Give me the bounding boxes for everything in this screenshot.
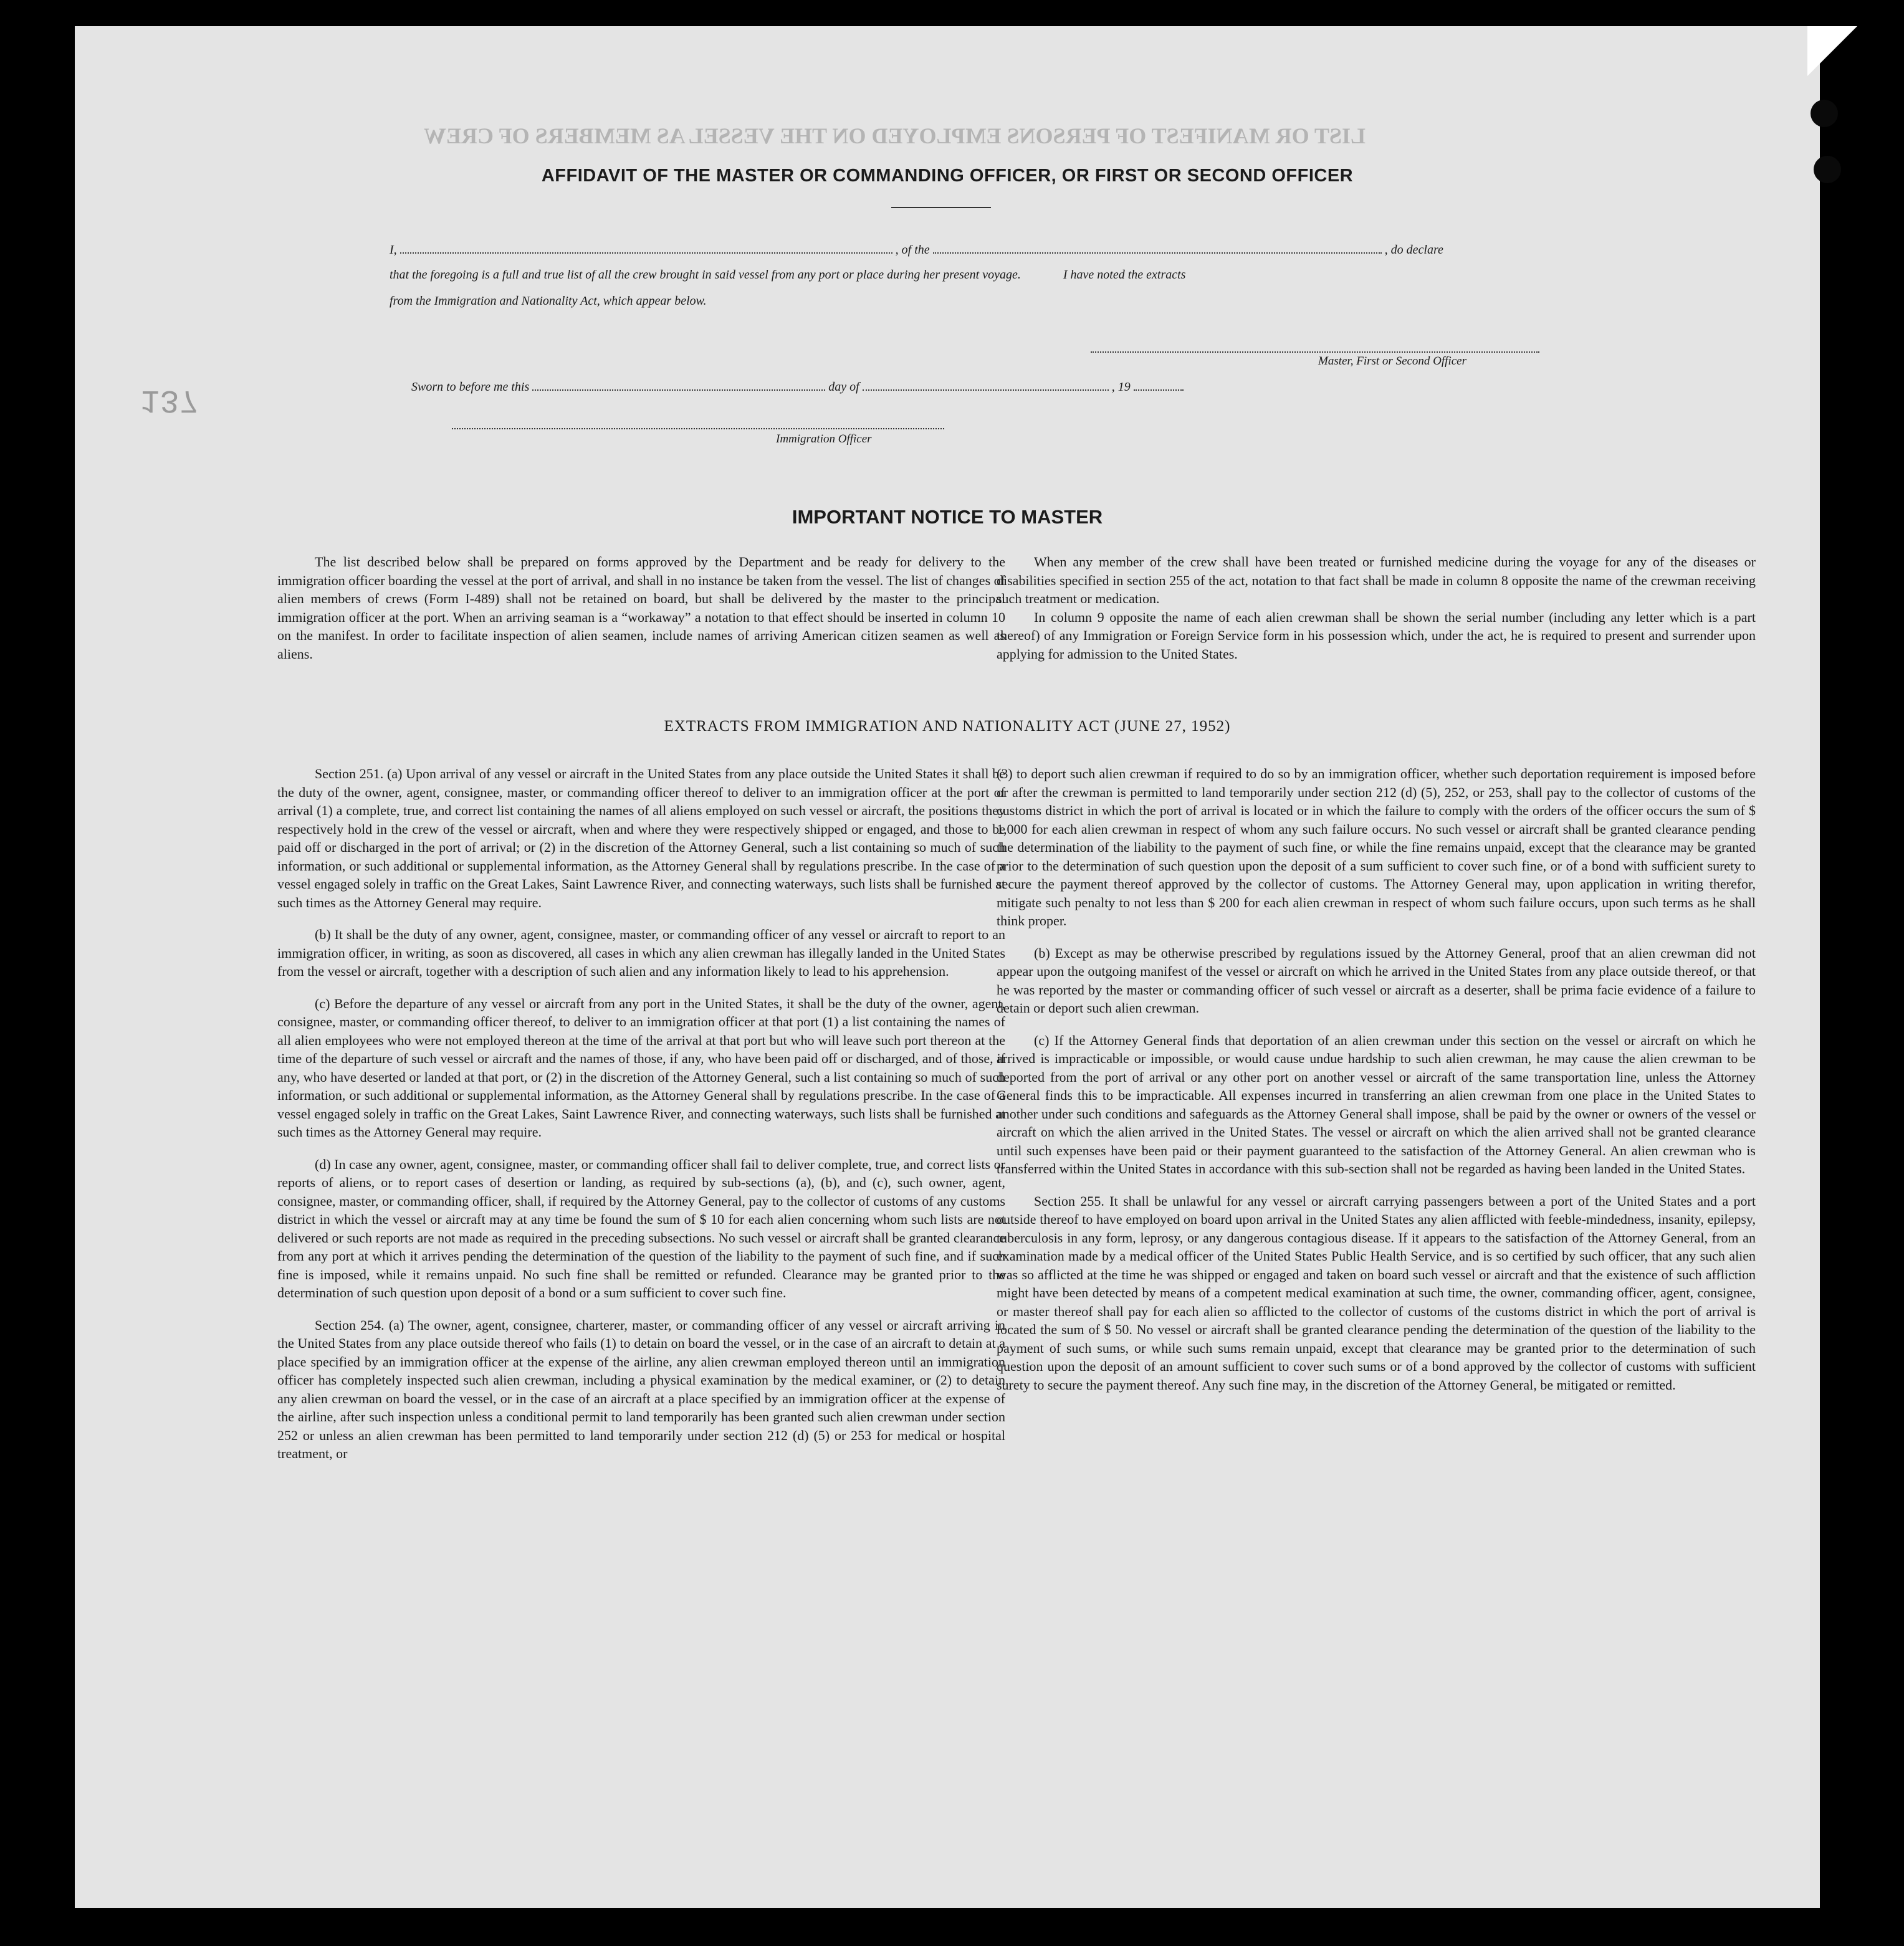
- extracts-right-column: [997, 765, 1756, 1408]
- section-254b: (b) Except as may be otherwise prescribed by regulations issued by the Attorney General, proof that an alien crewman did not appear upon the outgoing manifest of the vessel or aircraft on which he arrived in the United States from any place outside thereof, or that he was reported by the master or commanding officer of such vessel or aircraft as a deserter, shall be prima facie evidence of a failure to detain or deport such alien crewman.: [997, 945, 1756, 1016]
- section-251d: (d) In case any owner, agent, consignee, master, or commanding officer shall fail to deliver complete, true, and correct lists or reports of aliens, or to report cases of desertion or landing, as required by sub-sections (a), (b), and (c), such owner, agent, consignee, master, or commanding officer, shall, if required by the Attorney General, pay to the collector of customs of any customs district in which the vessel or aircraft may at any time be found the sum of $ 10 for each alien concerning whom such lists are not delivered or such reports are not made as required in the preceding subsections. No such vessel or aircraft shall be granted clearance from any port at which it arrives pending the determination of the question of the liability to the payment of such fine, and if such fine is imposed, while it remains unpaid. No such fine shall be remitted or refunded. Clearance may be granted prior to the determination of such question upon deposit of a bond or a sum sufficient to cover such fine.: [277, 1156, 1005, 1300]
- sworn-month-field[interactable]: [863, 378, 1109, 391]
- extracts-title: EXTRACTS FROM IMMIGRATION AND NATIONALITY ACT (JUNE 27, 1952): [664, 718, 1231, 735]
- declare-label: , do declare: [1384, 243, 1443, 257]
- section-255: Section 255. It shall be unlawful for any vessel or aircraft carrying passengers between a port of the United States and a port outside thereof to have employed on board upon arrival in the United States any alien afflicted with feeble-mindedness, insanity, epilepsy, tuberculosis in any form, leprosy, or any dangerous contagious disease. If it appears to the satisfaction of the Attorney General, from an examination made by a medical officer of the United States Public Health Service, and is so certified by such officer, that any such alien was so afflicted at the time he was shipped or engaged and taken on board such vessel or aircraft and that the existence of such affliction might have been detected by means of a competent medical examination at such time, the owner, commanding officer, agent, consignee, or master thereof shall pay for each alien so afflicted to the collector of customs of the customs district in which the port of arrival is located the sum of $ 50. No vessel or aircraft shall be granted clearance pending the determination of the question of the liability to the payment of such sums, or while such sums remain unpaid, except that clearance may be granted prior to the determination of such question upon the deposit of an amount sufficient to cover such sums or of a bond approved by the collector of customs with sufficient surety to secure the payment thereof. Any such fine may, in the discretion of the Attorney General, be mitigated or remitted.: [997, 1193, 1756, 1393]
- affidavit-text-2: that the foregoing is a full and true list of all the crew brought in said vessel from any port or place during her present voyage.: [390, 268, 1021, 282]
- year-label: , 19: [1111, 380, 1131, 394]
- affidavit-line-3: from the Immigration and Nationality Act, which appear below.: [390, 294, 707, 308]
- section-251b: (b) It shall be the duty of any owner, agent, consignee, master, or commanding officer of any vessel or aircraft to report to an immigration officer, in writing, as soon as discovered, all cases in which any alien crewman has illegally landed in the United States from the vessel or aircraft, together with a description of such alien and any information likely to lead to his apprehension.: [277, 927, 1005, 979]
- of-the-label: , of the: [895, 243, 930, 257]
- immigration-officer-caption: Immigration Officer: [776, 432, 872, 446]
- notice-paragraph-right-1: When any member of the crew shall have been treated or furnished medicine during the voyage for any of the diseases or disabilities specified in section 255 of the act, notation to that fact shall be made in column 8 opposite the name of the crewman receiving such treatment or medication.: [997, 554, 1756, 606]
- master-caption: Master, First or Second Officer: [1318, 355, 1467, 368]
- punch-hole-top: [1811, 100, 1838, 127]
- punch-hole-bottom: [1814, 156, 1841, 183]
- section-251a: Section 251. (a) Upon arrival of any vessel or aircraft in the United States from any place outside the United States it shall be the duty of the owner, agent, consignee, master, or commanding officer thereof to deliver to an immigration officer at the port of arrival (1) a complete, true, and correct list containing the names of all aliens employed on such vessel or aircraft, the positions they respectively hold in the crew of the vessel or aircraft, when and where they were respectively shipped or engaged, and those to be paid off or discharged in the port of arrival; or (2) in the discretion of the Attorney General, such a list containing so much of such information, or such additional or supplemental information, as the Attorney General shall by regulations prescribe. In the case of a vessel engaged solely in traffic on the Great Lakes, Saint Lawrence River, and connecting waterways, such lists shall be furnished at such times as the Attorney General may require.: [277, 766, 1005, 910]
- title-rule: [891, 207, 991, 208]
- extracts-left-column: [277, 765, 1005, 1477]
- i-label: I,: [390, 243, 397, 257]
- bleed-through-heading: LIST OR MANIFEST OF PERSONS EMPLOYED ON THE VESSEL AS MEMBERS OF CREW: [424, 123, 1366, 148]
- section-254a: Section 254. (a) The owner, agent, consignee, charterer, master, or commanding officer of any vessel or aircraft arriving in the United States from any place outside thereof who fails (1) to detain on board the vessel, or in the case of an aircraft to detain at a place specified by an immigration officer at the expense of the airline, any alien crewman employed thereon until an immigration officer has completely inspected such alien crewman, including a physical examination by the medical examiner, or (2) to detain any alien crewman on board the vessel, or in the case of an aircraft at a place specified by an immigration officer at the expense of the airline, after such inspection unless a conditional permit to land temporarily has been granted such alien crewman under section 252 or unless an alien crewman has been permitted to land temporarily under section 212 (d) (5) or 253 for medical or hospital treatment, or: [277, 1317, 1005, 1461]
- affidavit-line-1: [390, 241, 1443, 257]
- sworn-line: [411, 378, 1184, 394]
- section-254c: (c) If the Attorney General finds that deportation of an alien crewman under this section on the vessel or aircraft on which he arrived is impracticable or impossible, or would cause undue hardship to such alien crewman, he may cause the alien crewman to be deported from the port of arrival or any other port on another vessel or aircraft of the same transportation line, unless the Attorney General finds this to be impracticable. All expenses incurred in transferring an alien crewman from one place in the United States to another under such conditions and safeguards as the Attorney General shall impose, shall be paid by the owner or owners of the vessel or aircraft on which the alien arrived in the United States. The vessel or aircraft on which the alien arrived shall not be granted clearance until such expenses have been paid or their payment guaranteed to the satisfaction of the Attorney General. An alien crewman who is transferred within the United States in accordance with this sub-section shall not be regarded as having been landed in the United States.: [997, 1032, 1756, 1176]
- sworn-day-field[interactable]: [532, 378, 825, 391]
- notice-left-column: [277, 553, 1005, 677]
- affidavit-text-2b: I have noted the extracts: [1063, 268, 1186, 282]
- sworn-year-field[interactable]: [1134, 378, 1184, 391]
- master-signature-line[interactable]: [1091, 351, 1539, 353]
- document-page: [75, 26, 1820, 1908]
- notice-right-column: [997, 553, 1756, 677]
- master-name-field[interactable]: [400, 241, 892, 254]
- notice-title: IMPORTANT NOTICE TO MASTER: [792, 506, 1103, 528]
- notice-paragraph-left: The list described below shall be prepared on forms approved by the Department and be ready for delivery to the immigration officer boarding the vessel at the port of arrival, and shall in no instance be taken from the vessel. The list of changes of alien members of crews (Form I-489) shall not be retained on board, but shall be delivered by the master to the principal immigration officer at the port. When an arriving seaman is a “workaway” a notation to that effect should be inserted in column 10 on the manifest. In order to facilitate inspection of alien seamen, include names of arriving American citizen seamen as well as aliens.: [277, 554, 1005, 662]
- section-254a-continued: (3) to deport such alien crewman if required to do so by an immigration officer, whether such deportation requirement is imposed before or after the crewman is permitted to land temporarily under section 212 (d) (5), 252, or 253, shall pay to the collector of customs of the customs district in which the port of arrival is located or in which the failure to comply with the orders of the officer occurs the sum of $ 1,000 for each alien crewman in respect of whom any such failure occurs. No such vessel or aircraft shall be granted clearance pending the determination of the liability to the payment of such fine, or while the fine remains unpaid, except that the clearance may be granted prior to the determination of such question upon the deposit of a sum sufficient to cover such fine, or of a bond with sufficient surety to secure the payment thereof approved by the collector of customs. The Attorney General may, upon application in writing therefor, mitigate such penalty to not less than $ 200 for each alien crewman in respect of whom such failure occurs, upon such terms as he shall think proper.: [997, 766, 1756, 928]
- vessel-name-field[interactable]: [933, 241, 1382, 254]
- folded-corner: [1807, 26, 1857, 76]
- margin-page-number: 137: [140, 381, 199, 418]
- immigration-officer-signature-line[interactable]: [452, 428, 944, 429]
- notice-paragraph-right-2: In column 9 opposite the name of each alien crewman shall be shown the serial number (including any letter which is a part thereof) of any Immigration or Foreign Service form in his possession which, under the act, he is required to present and surrender upon applying for admission to the United States.: [997, 609, 1756, 662]
- day-label: day of: [828, 380, 859, 394]
- affidavit-line-2: [390, 268, 1185, 282]
- section-251c: (c) Before the departure of any vessel or aircraft from any port in the United States, it shall be the duty of the owner, agent, consignee, master, or commanding officer thereof, to deliver to an immigration officer at that port (1) a list containing the names of all alien employees who were not employed thereon at the time of the arrival at that port but who will leave such port thereon at the time of the departure of such vessel or aircraft and the names of those, if any, who have been paid off or discharged, and of those, if any, who have deserted or landed at that port, or (2) in the discretion of the Attorney General, such a list containing so much of such information, or such additional or supplemental information, as the Attorney General shall by regulations prescribe. In the case of a vessel engaged solely in traffic on the Great Lakes, Saint Lawrence River, and connecting waterways, such lists shall be furnished at such times as the Attorney General may require.: [277, 995, 1005, 1140]
- affidavit-title: AFFIDAVIT OF THE MASTER OR COMMANDING OFFICER, OR FIRST OR SECOND OFFICER: [541, 166, 1354, 186]
- sworn-label: Sworn to before me this: [411, 380, 530, 394]
